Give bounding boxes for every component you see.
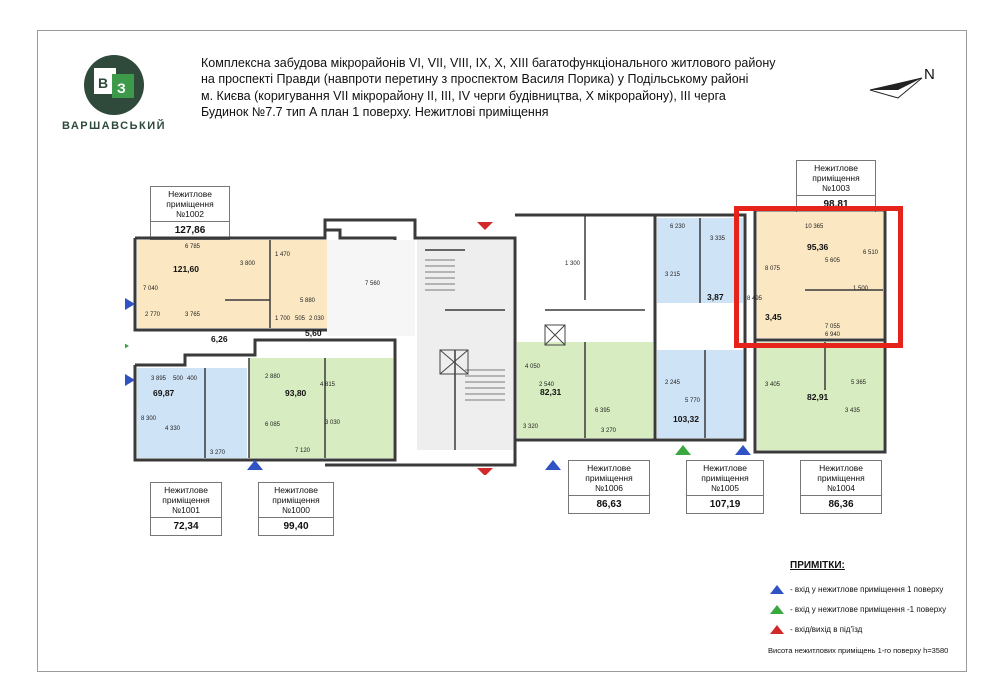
room-1005-lower (657, 350, 743, 438)
room-label-small-3: 3,87 (707, 292, 724, 302)
green-entry-icon (675, 445, 691, 455)
premise-area: 127,86 (174, 225, 206, 236)
dim: 500 (173, 376, 184, 382)
notes-title: ПРИМІТКИ: (790, 560, 845, 571)
green-triangle-icon (770, 605, 784, 614)
dim: 6 940 (825, 332, 841, 338)
blue-triangle-icon (770, 585, 784, 594)
green-entry-icon (125, 340, 129, 352)
dim: 4 330 (165, 426, 181, 432)
premise-area: 72,34 (173, 521, 199, 532)
premise-area: 99,40 (283, 521, 309, 532)
dim: 1 300 (565, 261, 581, 267)
dim: 8 300 (141, 416, 157, 422)
dim: 2 880 (265, 374, 281, 380)
premise-title: Нежитлове приміщення №1004 (801, 461, 881, 496)
heading (201, 55, 775, 121)
dim: 1 700 (275, 316, 291, 322)
room-label-1004: 82,91 (807, 392, 829, 402)
dim: 3 335 (710, 236, 726, 242)
dim: 3 270 (210, 450, 226, 456)
dim: 8 495 (747, 296, 763, 302)
heading-line-3: м. Києва (коригування VII мікрорайону II, III, IV черги будівництва, X мікрорайону), III черга (201, 88, 726, 103)
dim: 5 365 (851, 380, 867, 386)
note-red-text: - вхід/вихід в під'їзд (790, 625, 863, 634)
heading-line-2: на проспекті Правди (навпроти перетину з проспектом Василя Порика) у Подільському районі (201, 72, 749, 87)
heading-line-1: Комплексна забудова мікрорайонів VI, VII, VIII, IX, X, XIII багатофункціонального житлового району (201, 56, 776, 70)
dim: 3 765 (185, 312, 201, 318)
dim: 6 085 (265, 422, 281, 428)
heading-line-4: Будинок №7.7 тип А план 1 поверху. Нежитлові приміщення (201, 105, 549, 120)
premise-title: Нежитлове приміщення №1000 (259, 483, 333, 518)
dim: 3 800 (240, 261, 256, 267)
premise-title: Нежитлове приміщення №1005 (687, 461, 763, 496)
room-label-1005: 103,32 (673, 414, 699, 424)
logo-word: ВАРШАВСЬКИЙ (61, 120, 167, 132)
dim: 7 040 (143, 286, 159, 292)
dim: 3 895 (151, 376, 167, 382)
dim: 7 120 (295, 448, 311, 454)
dim: 6 785 (185, 244, 201, 250)
dim: 4 815 (320, 382, 336, 388)
red-triangle-icon (770, 625, 784, 634)
premise-title: Нежитлове приміщення №1006 (569, 461, 649, 496)
dim: 2 245 (665, 380, 681, 386)
dim: 6 510 (863, 250, 879, 256)
dim: 10 365 (805, 224, 824, 230)
highlight-premise-1003 (734, 206, 903, 348)
premise-title: Нежитлове приміщення №1002 (151, 187, 229, 222)
premise-area: 98,81 (823, 199, 849, 210)
dim: 5 770 (685, 398, 701, 404)
north-arrow-icon (868, 68, 924, 102)
dim: 3 030 (325, 420, 341, 426)
stair-core (417, 240, 513, 450)
dim: 400 (187, 376, 198, 382)
dim: 7 055 (825, 324, 841, 330)
svg-text:В: В (98, 75, 109, 91)
premise-box-1001 (150, 482, 222, 536)
room-label-1003: 95,36 (807, 242, 829, 252)
blue-entry-icon (735, 445, 751, 455)
red-entry-icon (477, 222, 493, 230)
note-green (770, 605, 946, 614)
dim: 2 540 (539, 382, 555, 388)
dim: 2 770 (145, 312, 161, 318)
dim: 7 560 (365, 281, 381, 287)
room-label-1006: 82,31 (540, 387, 562, 397)
room-label-small-1: 5,60 (305, 328, 322, 338)
premise-box-1000 (258, 482, 334, 536)
room-label-small-2: 6,26 (211, 334, 228, 344)
dim: 1 500 (853, 286, 869, 292)
room-1002 (137, 240, 347, 328)
note-green-text: - вхід у нежитлове приміщення -1 поверху (790, 605, 947, 614)
dim: 3 270 (601, 428, 617, 434)
dim: 3 405 (765, 382, 781, 388)
height-note: Висота нежитлових приміщень 1-го поверху h=3580 (768, 646, 949, 655)
dim: 5 880 (300, 298, 316, 304)
premise-area: 86,63 (596, 499, 622, 510)
dim: 4 050 (525, 364, 541, 370)
room-label-1002: 121,60 (173, 264, 199, 274)
blue-entry-icon (545, 460, 561, 470)
dim: 3 435 (845, 408, 861, 414)
dim: 3 215 (665, 272, 681, 278)
premise-area: 86,36 (828, 499, 854, 510)
room-1000 (249, 358, 393, 458)
dim: 5 605 (825, 258, 841, 264)
dim: 6 230 (670, 224, 686, 230)
room-label-small-4: 3,45 (765, 312, 782, 322)
note-red (770, 625, 862, 634)
room-label-1001: 69,87 (153, 388, 175, 398)
premise-title: Нежитлове приміщення №1001 (151, 483, 221, 518)
dim: 2 030 (309, 316, 325, 322)
note-blue (770, 585, 943, 594)
dim: 1 470 (275, 252, 291, 258)
premise-area: 107,19 (709, 499, 741, 510)
premise-title: Нежитлове приміщення №1003 (797, 161, 875, 196)
note-blue-text: - вхід у нежитлове приміщення 1 поверху (790, 585, 944, 594)
dim: 505 (295, 316, 306, 322)
dim: 8 075 (765, 266, 781, 272)
dim: 6 395 (595, 408, 611, 414)
lobby (327, 240, 415, 336)
red-entry-icon (477, 468, 493, 475)
north-label: N (924, 66, 935, 83)
room-label-1000: 93,80 (285, 388, 307, 398)
svg-text:З: З (117, 80, 126, 96)
dim: 3 320 (523, 424, 539, 430)
